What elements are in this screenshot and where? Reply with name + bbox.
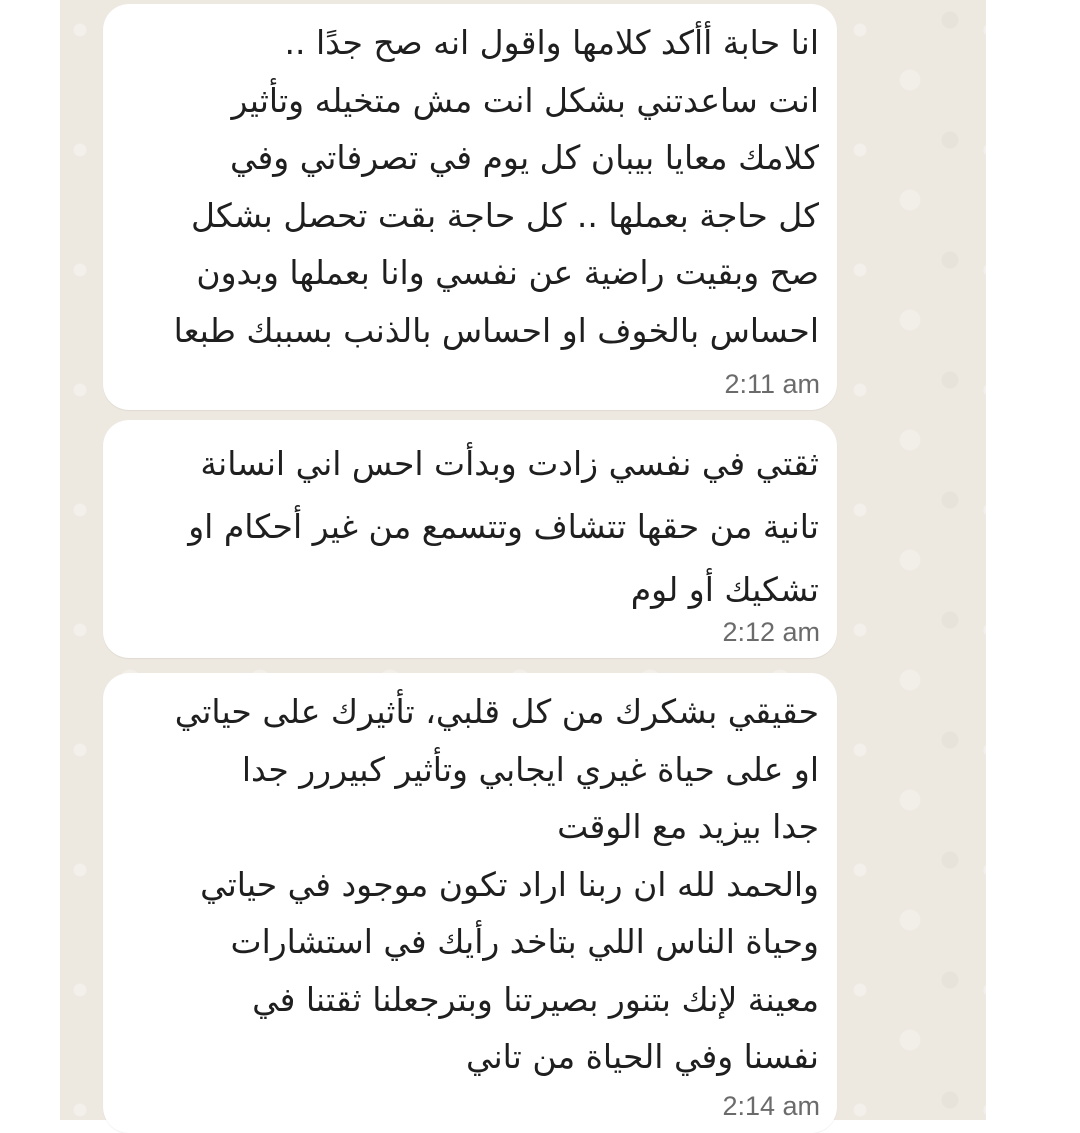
message-bubble[interactable]	[103, 420, 837, 658]
message-timestamp: 2:12 am	[722, 617, 820, 647]
message-text: حقيقي بشكرك من كل قلبي، تأثيرك على حياتي او على حياة غيري ايجابي وتأثير كبيررر جدا جدا بيزيد مع الوقت والحمد لله ان ربنا اراد تكون موجود في حياتي وحياة الناس اللي بتاخد رأيك في استشارات معينة لإنك بتنور بصيرتنا وبترجعلنا ثقتنا في نفسنا وفي الحياة من تاني	[174, 692, 819, 1076]
message-text: انا حابة أأكد كلامها واقول انه صح جدًا .. انت ساعدتني بشكل انت مش متخيله وتأثير كلامك معايا بيبان كل يوم في تصرفاتي وفي كل حاجة بعملها .. كل حاجة بقت تحصل بشكل صح وبقيت راضية عن نفسي وانا بعملها وبدون احساس بالخوف او احساس بالذنب بسببك طبعا	[173, 23, 819, 350]
message-timestamp: 2:11 am	[724, 369, 820, 399]
message-timestamp: 2:14 am	[722, 1091, 820, 1121]
message-text: ثقتي في نفسي زادت وبدأت احس اني انسانة تانية من حقها تتشاف وتتسمع من غير أحكام او تشكيك أو لوم	[188, 444, 819, 609]
message-bubble[interactable]	[103, 673, 837, 1133]
message-bubble[interactable]	[103, 4, 837, 410]
